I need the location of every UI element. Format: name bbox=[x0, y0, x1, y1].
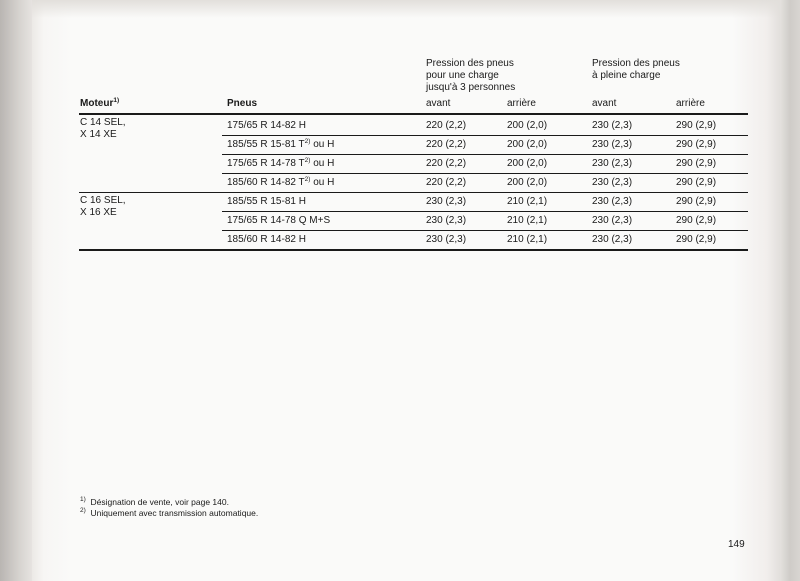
footnote-ref-2: 2) bbox=[304, 157, 311, 164]
tire-size: 175/65 R 14-82 H bbox=[227, 120, 306, 131]
page-edge bbox=[780, 0, 800, 581]
pressure-value: 200 (2,0) bbox=[507, 158, 548, 169]
pressure-value: 220 (2,2) bbox=[426, 139, 467, 150]
pressure-value: 230 (2,3) bbox=[592, 196, 633, 207]
page-shadow bbox=[32, 0, 780, 18]
pressure-value: 230 (2,3) bbox=[592, 177, 633, 188]
footnote-2: $^{2)}$ Uniquement avec transmission automatique. bbox=[80, 507, 259, 518]
pressure-value: 200 (2,0) bbox=[507, 139, 548, 150]
tire-size: 185/60 R 14-82 $T^{2)}$ ou H bbox=[227, 176, 335, 188]
header-group1-line1: Pression des pneus bbox=[426, 58, 514, 69]
engine-label: C 16 SEL, bbox=[80, 195, 126, 206]
pressure-value: 290 (2,9) bbox=[676, 158, 717, 169]
pressure-value: 230 (2,3) bbox=[592, 120, 633, 131]
pressure-value: 220 (2,2) bbox=[426, 120, 467, 131]
pressure-value: 230 (2,3) bbox=[426, 196, 467, 207]
tire-size: 185/55 R 15-81 H bbox=[227, 196, 306, 207]
pressure-value: 290 (2,9) bbox=[676, 177, 717, 188]
engine-label: X 16 XE bbox=[80, 207, 117, 218]
pressure-value: 230 (2,3) bbox=[426, 215, 467, 226]
pressure-value: 290 (2,9) bbox=[676, 234, 717, 245]
footnote-1: $^{1)}$ Désignation de vente, voir page 140. bbox=[80, 496, 229, 507]
table-bottom-rule bbox=[79, 249, 748, 251]
pressure-value: 230 (2,3) bbox=[592, 139, 633, 150]
book-page bbox=[32, 0, 780, 581]
footnote-ref-2: 2) bbox=[304, 176, 311, 183]
header-moteur: Moteur$^{1)}$ bbox=[80, 97, 120, 109]
pressure-value: 290 (2,9) bbox=[676, 215, 717, 226]
engine-label: C 14 SEL, bbox=[80, 117, 126, 128]
pressure-value: 230 (2,3) bbox=[592, 234, 633, 245]
pressure-value: 290 (2,9) bbox=[676, 139, 717, 150]
header-avant-2: avant bbox=[592, 98, 617, 109]
header-rule bbox=[79, 113, 748, 115]
group-divider bbox=[79, 192, 748, 193]
footnote-ref-1: 1) bbox=[113, 97, 120, 104]
header-arriere-1: arrière bbox=[507, 98, 536, 109]
pressure-value: 210 (2,1) bbox=[507, 196, 548, 207]
row-divider bbox=[222, 154, 748, 155]
footnote-ref-2: 2) bbox=[304, 138, 311, 145]
tire-size: 175/65 R 14-78 $T^{2)}$ ou H bbox=[227, 157, 335, 169]
row-divider bbox=[222, 135, 748, 136]
row-divider bbox=[222, 173, 748, 174]
page-number: 149 bbox=[728, 539, 745, 550]
pressure-value: 230 (2,3) bbox=[592, 215, 633, 226]
pressure-value: 230 (2,3) bbox=[426, 234, 467, 245]
pressure-value: 200 (2,0) bbox=[507, 177, 548, 188]
row-divider bbox=[222, 211, 748, 212]
header-arriere-2: arrière bbox=[676, 98, 705, 109]
pressure-value: 220 (2,2) bbox=[426, 177, 467, 188]
row-divider bbox=[222, 230, 748, 231]
tire-size: 175/65 R 14-78 Q M+S bbox=[227, 215, 331, 226]
header-pneus: Pneus bbox=[227, 98, 258, 109]
pressure-value: 230 (2,3) bbox=[592, 158, 633, 169]
header-group2-line2: à pleine charge bbox=[592, 70, 661, 81]
pressure-value: 200 (2,0) bbox=[507, 120, 548, 131]
header-avant-1: avant bbox=[426, 98, 451, 109]
tire-size: 185/60 R 14-82 H bbox=[227, 234, 306, 245]
tire-size: 185/55 R 15-81 $T^{2)}$ ou H bbox=[227, 138, 335, 150]
pressure-value: 290 (2,9) bbox=[676, 196, 717, 207]
pressure-value: 210 (2,1) bbox=[507, 215, 548, 226]
book-spine bbox=[0, 0, 32, 581]
pressure-value: 210 (2,1) bbox=[507, 234, 548, 245]
header-group2-line1: Pression des pneus bbox=[592, 58, 680, 69]
header-group1-line3: jusqu'à 3 personnes bbox=[426, 82, 516, 93]
header-group1-line2: pour une charge bbox=[426, 70, 499, 81]
pressure-value: 220 (2,2) bbox=[426, 158, 467, 169]
engine-label: X 14 XE bbox=[80, 129, 117, 140]
pressure-value: 290 (2,9) bbox=[676, 120, 717, 131]
